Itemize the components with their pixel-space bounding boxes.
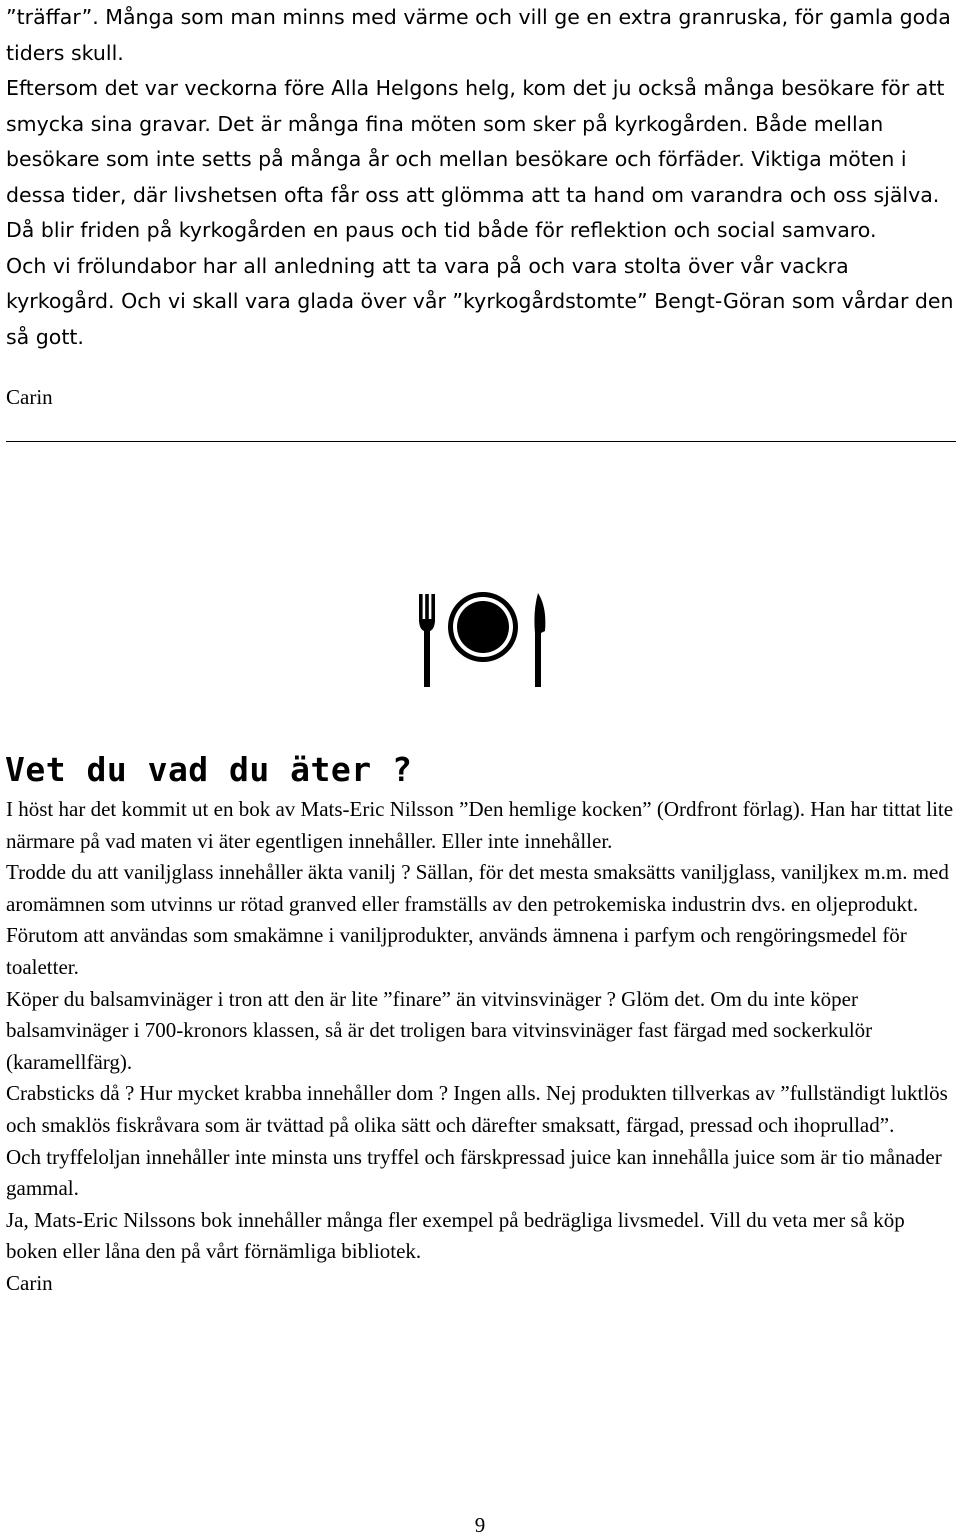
- signature: Carin: [6, 385, 53, 409]
- paragraph: Ja, Mats-Eric Nilssons bok innehåller många fler exempel på bedrägliga livsmedel. Vill du veta mer så köp boken eller låna den på vårt förnämliga bibliotek.: [6, 1207, 905, 1264]
- paragraph: Trodde du att vaniljglass innehåller äkta vanilj ? Sällan, för det mesta smaksätts vaniljglass, vaniljkex m.m. med aromämnen som utvinns ur rötad granved eller framställs av den petrokemiska industrin dvs. en oljeprodukt. Förutom att användas som smakämne i vaniljprodukter, används ämnena i parfym och rengöringsmedel för toaletter.: [6, 860, 949, 979]
- page-number: 9: [474, 1513, 486, 1537]
- paragraph: Och vi frölundabor har all anledning att ta vara på och vara stolta över vår vackra kyrkogård. Och vi skall vara glada över vår ”kyrkogårdstomte” Bengt-Göran som vårdar den så gott.: [6, 253, 954, 349]
- paragraph: Eftersom det var veckorna före Alla Helgons helg, kom det ju också många besökare för att smycka sina gravar. Det är många fina möten som sker på kyrkogården. Både mellan besökare som inte setts på många år och mellan besökare och förfäder. Viktiga möten i dessa tider, där livshetsen ofta får oss att glömma att ta hand om varandra och oss själva. Då blir friden på kyrkogården en paus och tid både för reflektion och social samvaro.: [6, 76, 945, 242]
- paragraph: Crabsticks då ? Hur mycket krabba innehåller dom ? Ingen alls. Nej produkten tillverkas av ”fullständigt luktlös och smaklös fiskråvara som är tvättad på olika sätt och därefter smaksatt, färgad, pressad och ihoprullad”.: [6, 1081, 948, 1137]
- paragraph: Och tryffeloljan innehåller inte minsta uns tryffel och färskpressad juice kan innehålla juice som är tio månader gammal.: [6, 1144, 942, 1201]
- paragraph: ”träffar”. Många som man minns med värme och vill ge en extra granruska, för gamla goda tiders skull.: [6, 5, 951, 65]
- article-food: [6, 794, 956, 1300]
- divider: [6, 441, 956, 442]
- paragraph: Köper du balsamvinäger i tron att den är lite ”finare” än vitvinsvinäger ? Glöm det. Om du inte köper balsamvinäger i 700-kronors klassen, så är det troligen bara vitvinsvinäger fast färgad med sockerkulör (karamellfärg).: [6, 986, 873, 1074]
- section-heading: Vet du vad du äter ?: [5, 750, 413, 789]
- article-cemetery: [6, 0, 956, 355]
- plate-fork-knife-icon: [418, 591, 546, 689]
- signature: Carin: [6, 1270, 53, 1295]
- paragraph: I höst har det kommit ut en bok av Mats-Eric Nilsson ”Den hemlige kocken” (Ordfront förlag). Han har tittat lite närmare på vad maten vi äter egentligen innehåller. Eller inte innehåller.: [6, 797, 954, 853]
